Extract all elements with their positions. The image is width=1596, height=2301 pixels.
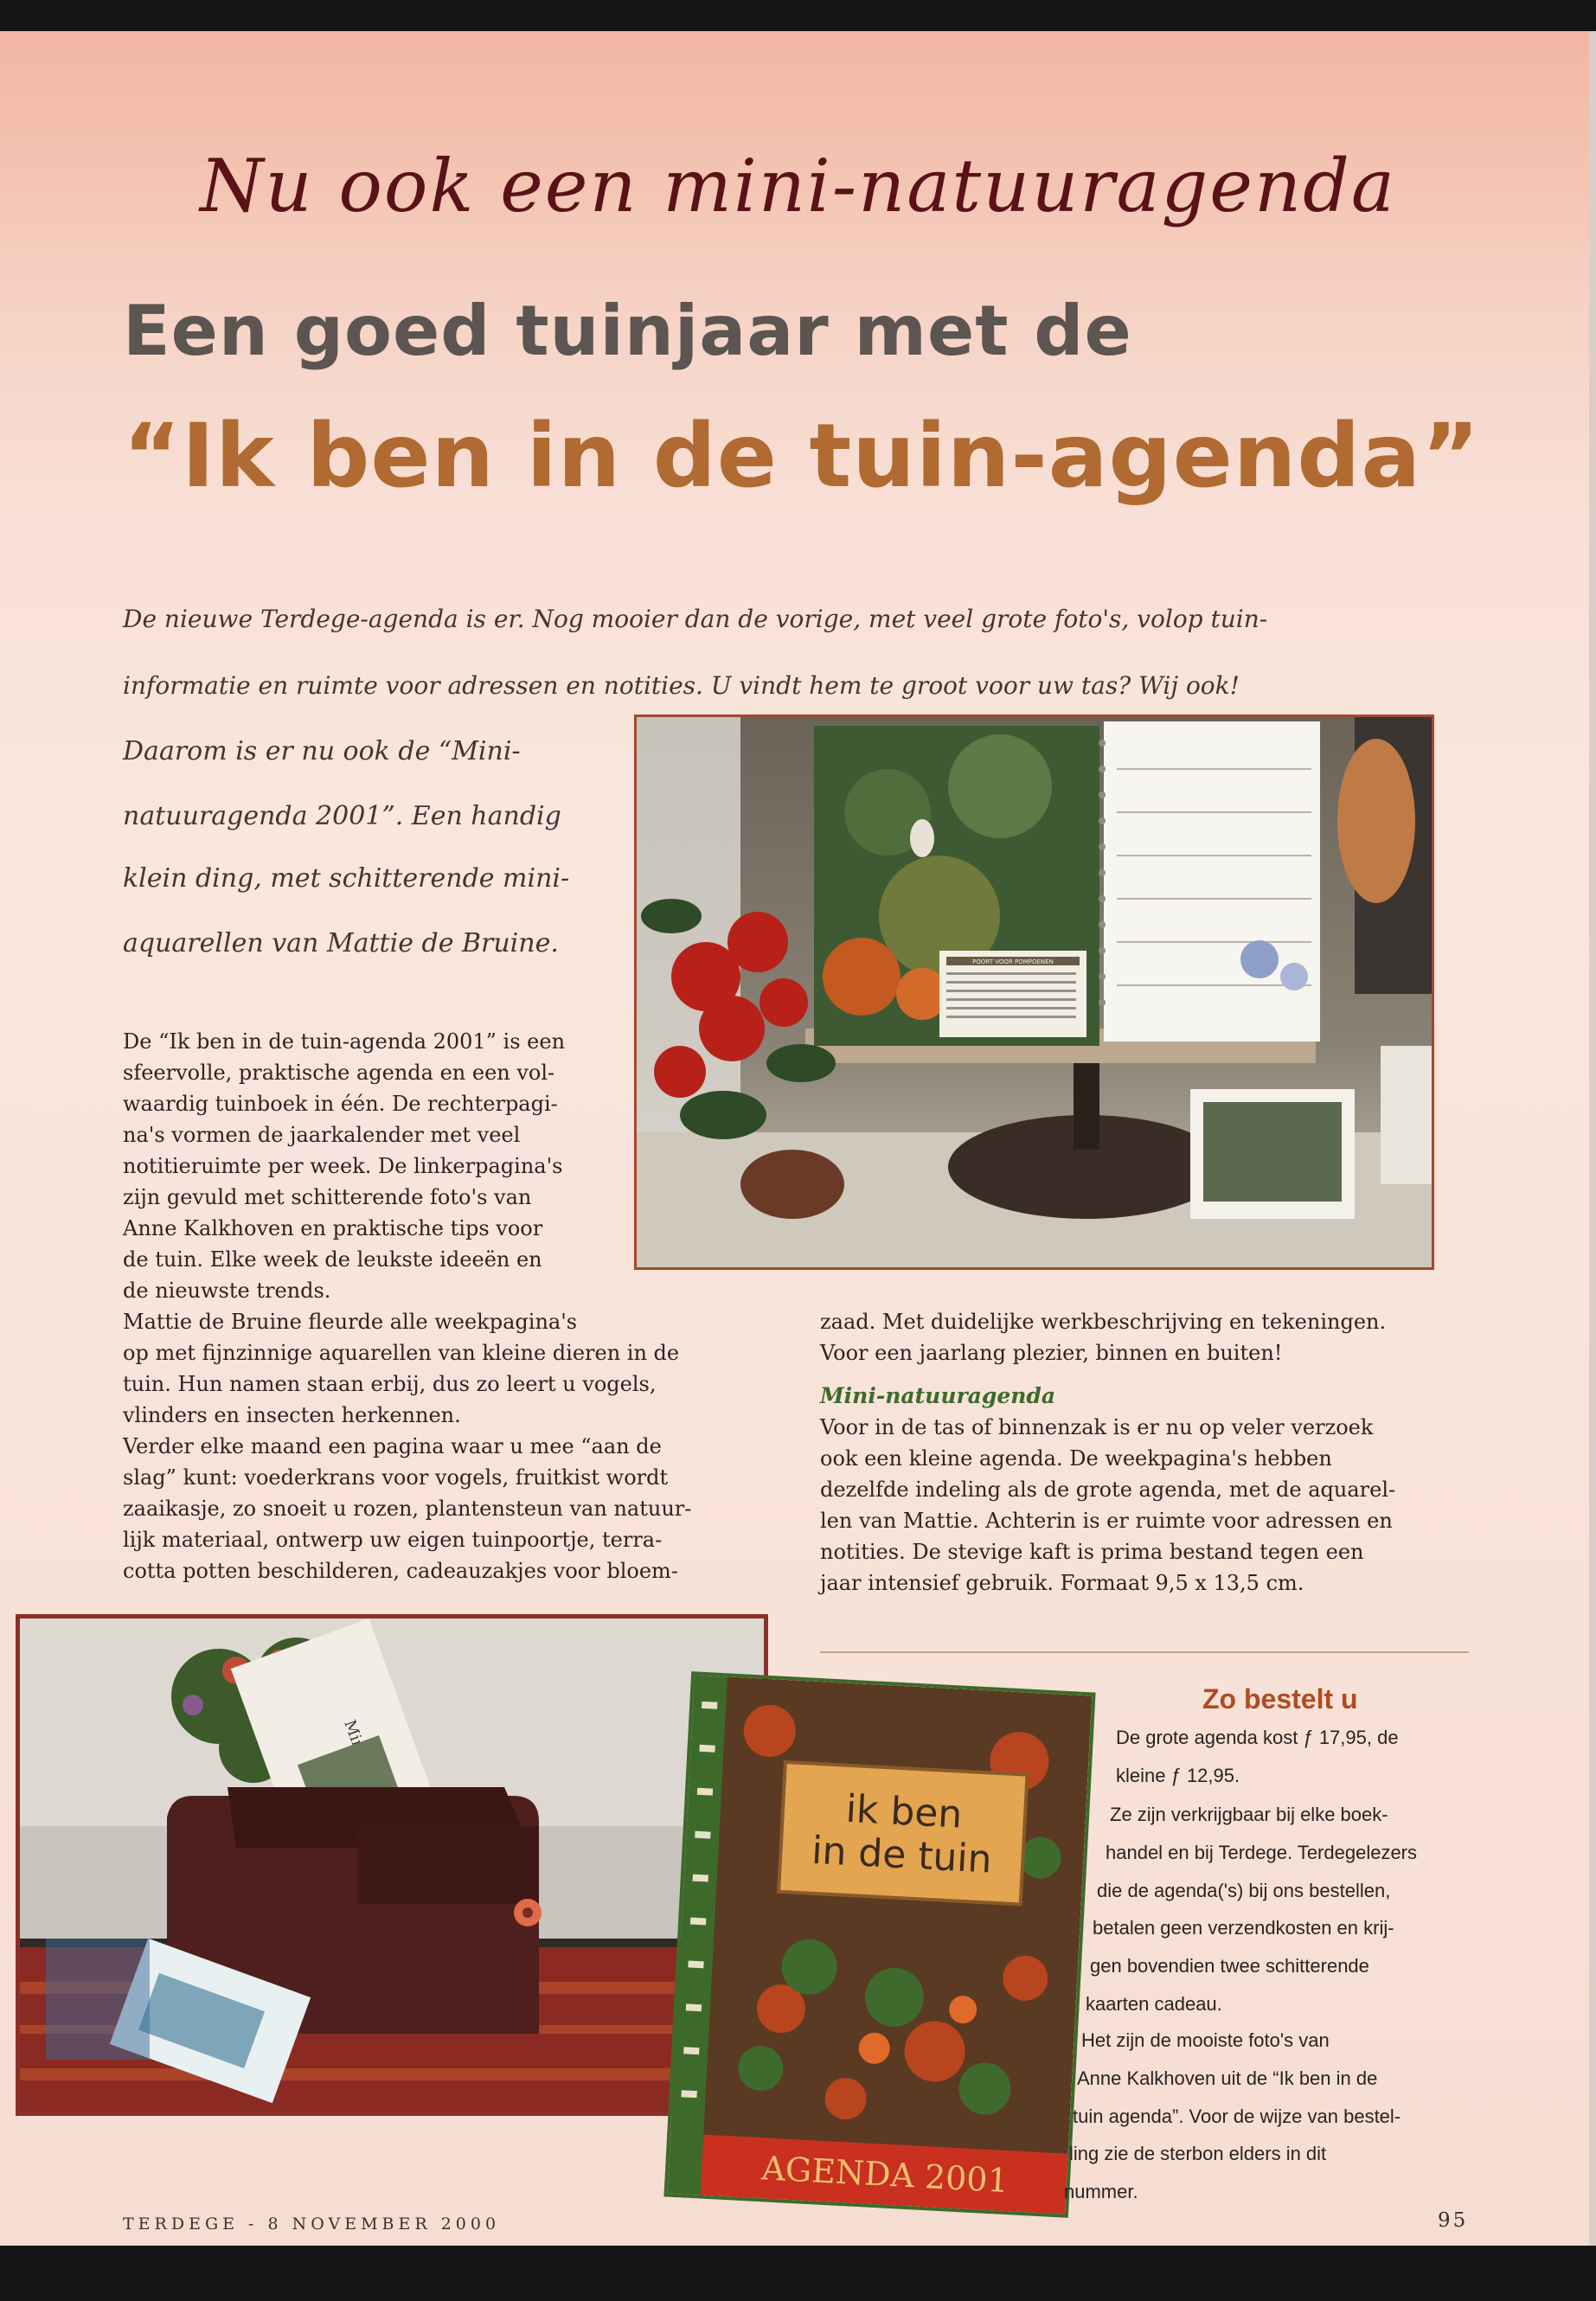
body-line: op met fijnzinnige aquarellen van kleine dieren in de: [123, 1341, 680, 1365]
body-line: na's vormen de jaarkalender met veel: [123, 1123, 521, 1147]
order-line: Het zijn de mooiste foto's van: [1081, 2029, 1330, 2051]
body-right-column: [820, 1306, 1477, 1599]
body-line: ook een kleine agenda. De weekpagina's hebben: [820, 1446, 1332, 1471]
intro-line: Daarom is er nu ook de “Mini-: [123, 736, 521, 766]
bag-photo-illustration: [20, 1618, 764, 2112]
magazine-page: [0, 31, 1596, 2246]
body-line: sfeervolle, praktische agenda en een vol-: [123, 1061, 555, 1085]
body-line: De “Ik ben in de tuin-agenda 2001” is een: [123, 1029, 566, 1054]
body-line: jaar intensief gebruik. Formaat 9,5 x 13,5 cm.: [820, 1571, 1304, 1595]
body-line: waardig tuinboek in één. De rechterpagi-: [123, 1092, 558, 1116]
cover-sign-line2: in de tuin: [811, 1828, 993, 1882]
page-edge: [1589, 31, 1596, 2246]
cover-sign-line1: ik ben: [844, 1786, 964, 1837]
order-line: die de agenda('s) bij ons bestellen,: [1097, 1880, 1391, 1901]
order-line: betalen geen verzendkosten en krij-: [1093, 1917, 1394, 1939]
body-line: lijk materiaal, ontwerp uw eigen tuinpoortje, terra-: [123, 1528, 663, 1552]
body-line: tuin. Hun namen staan erbij, dus zo leert u vogels,: [123, 1372, 657, 1396]
order-box-title: Zo bestelt u: [1202, 1683, 1358, 1715]
intro-line: informatie en ruimte voor adressen en notities. U vindt hem te groot voor uw tas? Wij ook!: [123, 671, 1240, 700]
body-line: de nieuwste trends.: [123, 1279, 331, 1303]
headline-line2: “Ik ben in de tuin-agenda”: [123, 405, 1481, 508]
body-line: zaaikasje, zo snoeit u rozen, plantensteun van natuur-: [123, 1497, 692, 1521]
body-line: Voor in de tas of binnenzak is er nu op veler verzoek: [820, 1415, 1374, 1439]
bag-photo: [16, 1614, 768, 2116]
headline-line1: Een goed tuinjaar met de: [123, 291, 1132, 371]
cover-banner: AGENDA 2001: [760, 2149, 1010, 2201]
script-title: Nu ook een mini-natuuragenda: [200, 144, 1396, 228]
footer-publication: TERDEGE - 8 NOVEMBER 2000: [123, 2214, 501, 2234]
order-line: gen bovendien twee schitterende: [1090, 1955, 1369, 1977]
cover-illustration: [668, 1675, 1093, 2214]
order-line: De grote agenda kost ƒ 17,95, de: [1116, 1727, 1399, 1748]
order-line: tuin agenda”. Voor de wijze van bestel-: [1073, 2106, 1401, 2127]
order-line: Anne Kalkhoven uit de “Ik ben in de: [1077, 2067, 1378, 2089]
body-line: Mattie de Bruine fleurde alle weekpagina's: [123, 1310, 578, 1334]
cover-photo: [663, 1671, 1095, 2218]
intro-line: klein ding, met schitterende mini-: [123, 863, 570, 894]
body-line: slag” kunt: voederkrans voor vogels, fruitkist wordt: [123, 1465, 669, 1490]
order-line: Ze zijn verkrijgbaar bij elke boek-: [1110, 1804, 1388, 1825]
body-line: dezelfde indeling als de grote agenda, met de aquarel-: [820, 1477, 1396, 1502]
section-heading-mini: Mini-natuuragenda: [820, 1383, 1056, 1408]
order-line: handel en bij Terdege. Terdegelezers: [1106, 1842, 1418, 1863]
body-line: zijn gevuld met schitterende foto's van: [123, 1185, 532, 1209]
body-line: notitieruimte per week. De linkerpagina's: [123, 1154, 563, 1178]
order-line: ling zie de sterbon elders in dit: [1069, 2143, 1327, 2164]
body-line: notities. De stevige kaft is prima bestand tegen een: [820, 1540, 1364, 1564]
body-line: Voor een jaarlang plezier, binnen en buiten!: [820, 1341, 1283, 1365]
order-line: nummer.: [1064, 2181, 1138, 2202]
body-line: Anne Kalkhoven en praktische tips voor: [123, 1216, 543, 1240]
inset-title: POORT VOOR POMPOENEN: [972, 958, 1054, 965]
body-line: de tuin. Elke week de leukste ideeën en: [123, 1247, 542, 1272]
body-line: vlinders en insecten herkennen.: [123, 1403, 461, 1427]
section-divider: [820, 1651, 1469, 1653]
page-number: 95: [1438, 2209, 1469, 2232]
body-line: len van Mattie. Achterin is er ruimte voor adressen en: [820, 1509, 1393, 1533]
intro-line: aquarellen van Mattie de Bruine.: [123, 928, 559, 958]
intro-line: natuuragenda 2001”. Een handig: [123, 801, 561, 831]
intro-line: De nieuwe Terdege-agenda is er. Nog mooier dan de vorige, met veel grote foto's, volop tuin-: [123, 605, 1268, 633]
order-line: kleine ƒ 12,95.: [1116, 1765, 1240, 1786]
body-line: Verder elke maand een pagina waar u mee “aan de: [123, 1434, 662, 1458]
body-line: cotta potten beschilderen, cadeauzakjes voor bloem-: [123, 1559, 678, 1583]
body-left-column: [123, 1026, 780, 1586]
body-line: zaad. Met duidelijke werkbeschrijving en tekeningen.: [820, 1310, 1387, 1334]
order-line: kaarten cadeau.: [1086, 1993, 1222, 2015]
